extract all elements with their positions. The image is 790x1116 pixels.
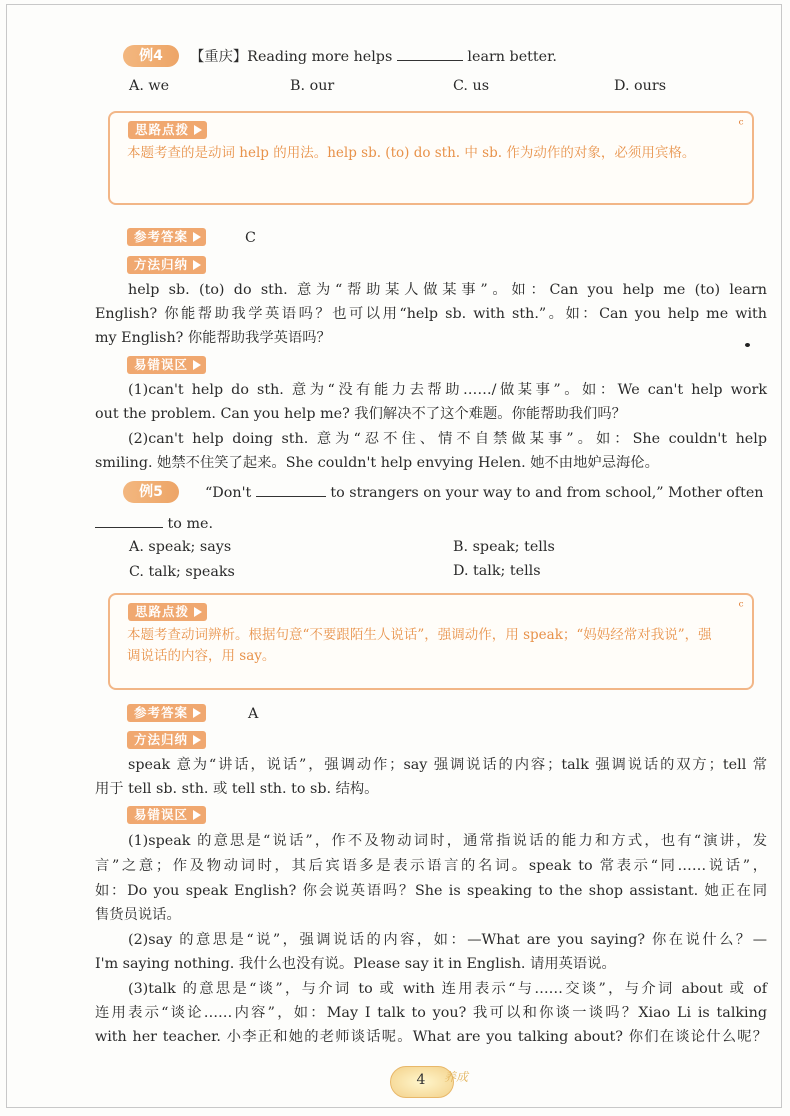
answer-blank (397, 46, 463, 61)
example-5-stem-post: to strangers on your way to and from school,” Mother often (330, 485, 764, 501)
corner-curl-icon: ᶜ (738, 599, 744, 615)
example-5-option-c: C. talk; speaks (129, 564, 235, 580)
example-4-stem-pre: 【重庆】Reading more helps (190, 49, 393, 65)
error-line: (3)talk 的意思是“谈”，与介词 to 或 with 连用表示“与……交谈”，与介词 about 或 of (128, 981, 767, 997)
method-line: help sb. (to) do sth. 意为“帮助某人做某事”。如：Can you help me (to) learn (128, 282, 767, 298)
error-tag: 易错误区 (127, 356, 206, 374)
answer-blank (95, 513, 163, 528)
example-4-option-b: B. our (290, 78, 335, 94)
method-line: 用于 tell sb. sth. 或 tell sth. to sb. 结构。 (95, 781, 379, 797)
example-4-stem-post: learn better. (467, 49, 557, 65)
page-number-badge (390, 1066, 472, 1096)
example-5-stem-pre: “Don't (205, 485, 252, 501)
ink-speck (745, 343, 750, 347)
example-5-stem-tail: to me. (167, 516, 214, 532)
error-line: 如：Do you speak English? 你会说英语吗？She is speaking to the shop assistant. 她正在同 (95, 883, 767, 899)
corner-curl-icon: ᶜ (738, 117, 744, 133)
error-line: (2)say 的意思是“说”，强调说话的内容，如：—What are you saying? 你在说什么？— (128, 932, 767, 948)
page-number: 4 (416, 1072, 426, 1088)
example-5-option-a: A. speak; says (129, 539, 232, 555)
error-line: (2)can't help doing sth. 意为“忍不住、情不自禁做某事”。如：She couldn't help (128, 431, 767, 447)
example-5-badge: 例5 (123, 481, 179, 503)
example-4-option-d: D. ours (614, 78, 667, 94)
example-5-hint-box (108, 593, 754, 690)
error-line: 连用表示“谈论……内容”，如：May I talk to you? 我可以和你谈一谈吗？Xiao Li is talking (95, 1005, 767, 1021)
example-4-option-a: A. we (129, 78, 170, 94)
error-line: 售货员说话。 (95, 907, 181, 923)
example-5-stem-line2 (95, 513, 213, 534)
error-line: smiling. 她禁不住笑了起来。She couldn't help envying Helen. 她不由地妒忌海伦。 (95, 455, 659, 471)
method-tag: 方法归纳 (127, 731, 206, 749)
example-5-option-b: B. speak; tells (453, 539, 555, 555)
example-4-hint-box (108, 111, 754, 205)
example-5-option-d: D. talk; tells (453, 563, 541, 579)
error-line: 言”之意；作及物动词时，其后宾语多是表示语言的名词。speak to 常表示“同……说话”， (95, 858, 767, 874)
example-4-stem (190, 46, 557, 67)
error-tag: 易错误区 (127, 806, 206, 824)
example-4-badge: 例4 (123, 45, 179, 67)
hint-text: 本题考查动词辨析。根据句意“不要跟陌生人说话”，强调动作，用 speak；“妈妈经常对我说”，强调说话的内容，用 say。 (127, 627, 712, 664)
hint-tag: 思路点拨 (128, 121, 207, 139)
error-line: out the problem. Can you help me? 我们解决不了这个难题。你能帮助我们吗？ (95, 406, 626, 422)
hint-text: 本题考查的是动词 help 的用法。help sb. (to) do sth. 中 sb. 作为动作的对象，必须用宾格。 (127, 145, 696, 161)
example-4-option-c: C. us (453, 78, 490, 94)
method-tag: 方法归纳 (127, 256, 206, 274)
example-4-answer: C (245, 230, 256, 246)
example-5-stem (205, 482, 764, 503)
error-line: I'm saying nothing. 我什么也没有说。Please say it in English. 请用英语说。 (95, 956, 616, 972)
error-line: (1)can't help do sth. 意为“没有能力去帮助……/做某事”。如：We can't help work (128, 382, 767, 398)
method-line: speak 意为“讲话，说话”，强调动作；say 强调说话的内容；talk 强调说话的双方；tell 常 (128, 757, 767, 773)
footer-mark: 养成 (444, 1070, 469, 1084)
method-line: my English? 你能帮助我学英语吗？ (95, 330, 331, 346)
hint-tag: 思路点拨 (128, 603, 207, 621)
answer-blank (256, 482, 326, 497)
answer-tag: 参考答案 (127, 228, 206, 246)
method-line: English? 你能帮助我学英语吗？也可以用“help sb. with sth.”。如：Can you help me with (95, 306, 767, 322)
error-line: (1)speak 的意思是“说话”，作不及物动词时，通常指说话的能力和方式，也有“演讲，发 (128, 833, 767, 849)
error-line: with her teacher. 小李正和她的老师谈话呢。What are you talking about? 你们在谈论什么呢？ (95, 1029, 767, 1045)
answer-tag: 参考答案 (127, 704, 206, 722)
example-5-answer: A (248, 706, 259, 722)
